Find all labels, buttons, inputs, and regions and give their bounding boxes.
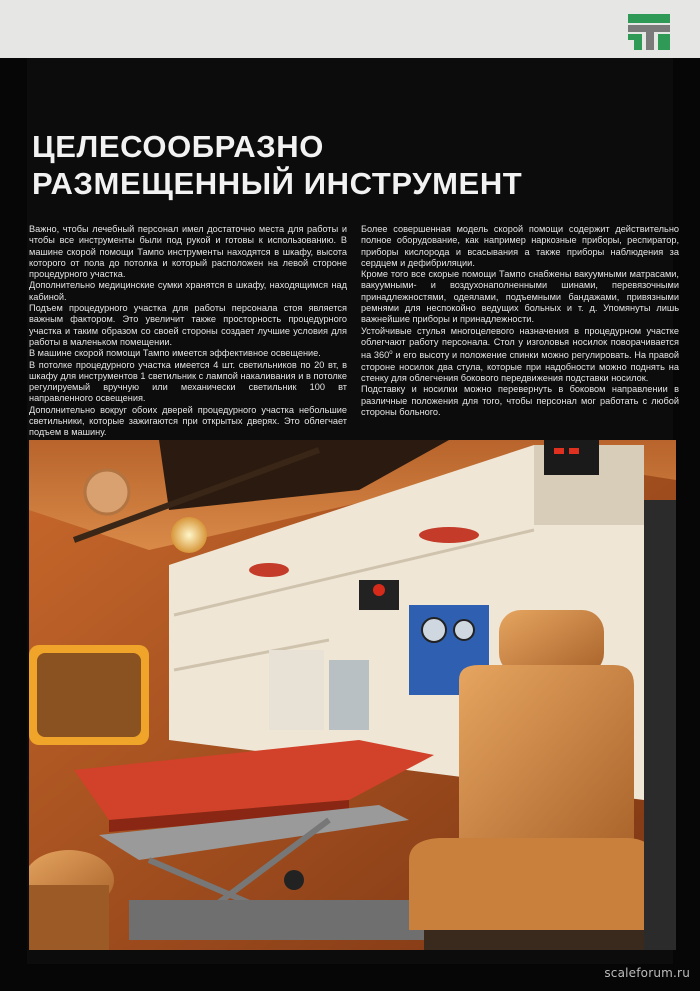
page-title xyxy=(32,128,632,202)
paragraph: Важно, чтобы лечебный персонал имел достаточно места для работы и чтобы все инструменты были под рукой и готовы к использованию. В машине скорой помощи Тампо инструменты находятся в шкафу, высота которого от пола до потолка и который расположен на левой стороне процедурного участка. xyxy=(29,224,347,280)
brand-logo-icon xyxy=(624,10,674,54)
left-text-column xyxy=(29,224,347,439)
footer-watermark: scaleforum.ru xyxy=(604,966,690,980)
paragraph: Кроме того все скорые помощи Тампо снабжены вакуумными матрасами, вакуумными- и воздухонаполненными шинами, перевязочными принадлежностями, одеялами, подъемными бандажами, привязными ремнями для неспокойно ведущих больных и т. д. Упомянуты лишь важнейшие приборы и принадлежности. xyxy=(361,269,679,325)
paragraph: Подъем процедурного участка для работы персонала стоя является важным фактором. Это увеличит также просторность процедурного участка и таким образом со своей стороны создает лучшие условия для работы в маленьком помещении. xyxy=(29,303,347,347)
photo-illustration xyxy=(29,440,676,950)
paragraph: Дополнительно медицинские сумки хранятся в шкафу, находящимся над кабиной. xyxy=(29,280,347,302)
paragraph-text: Устойчивые стулья многоцелевого назначения в процедурном участке облегчают работу персонала. Стол у изголовья носилок поворачивается на 360 xyxy=(361,325,679,361)
title-line-1: ЦЕЛЕСООБРАЗНО xyxy=(32,129,324,164)
degree-mark: о xyxy=(389,350,393,357)
paragraph-text: и его высоту и положение спинки можно регулировать. На правой стороне носилок два стула, которые при надобности можно поднять на стенку для облегчения бокового передвижения подставки носилок. xyxy=(361,350,679,383)
title-line-2: РАЗМЕЩЕННЫЙ ИНСТРУМЕНТ xyxy=(32,166,523,201)
paragraph: В потолке процедурного участка имеется 4 шт. светильников по 20 вт, в шкафу для инструментов 1 светильник с лампой накаливания и в потолке регулируемый вручную или механически светильник 100 вт направленного освещения. xyxy=(29,359,347,404)
paragraph: В машине скорой помощи Тампо имеется эффективное освещение. xyxy=(29,348,321,359)
right-text-column xyxy=(361,224,679,418)
top-band xyxy=(0,0,700,58)
paragraph: Дополнительно вокруг обоих дверей процедурного участка небольшие светильники, которые зажигаются при открытых дверях. Это облегчает подъем в машину. xyxy=(29,404,347,438)
paragraph xyxy=(361,326,679,385)
paragraph: Более совершенная модель скорой помощи содержит действительно полное оборудование, как например наркозные приборы, респиратор, приборы кислорода и всасывания а также приборы наблюдения за сердцем и дефибриляции. xyxy=(361,224,679,268)
ambulance-interior-photo xyxy=(29,440,676,950)
paragraph: Подставку и носилки можно перевернуть в боковом направлении в различные положения для того, чтобы персонал мог работать с любой стороны больного. xyxy=(361,384,679,417)
